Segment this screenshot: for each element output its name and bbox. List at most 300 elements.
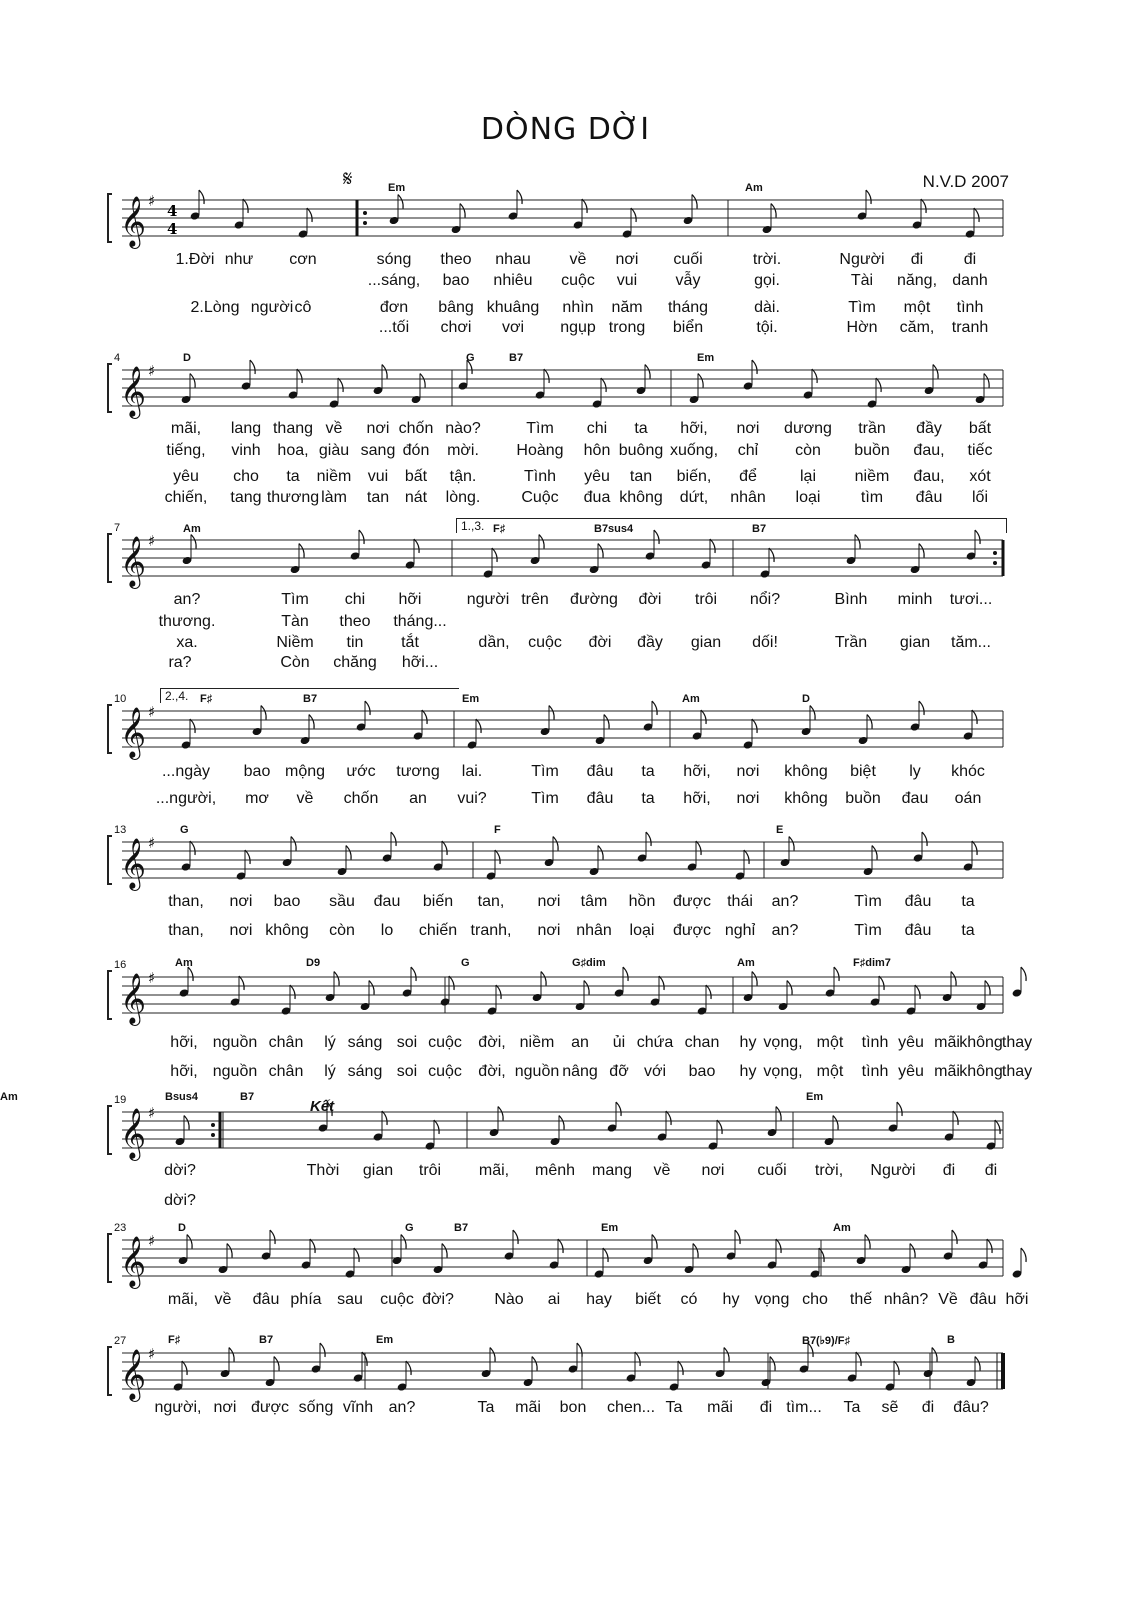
key-signature-sharp: ♯ [148,1345,156,1363]
lyric-syllable: lối [971,489,989,506]
measure-number: 13 [114,824,127,836]
note-flag [984,374,989,388]
repeat-dot [363,221,367,225]
lyric-line [0,468,1131,488]
note-flag [307,208,312,222]
lyric-syllable: thang [272,420,314,437]
note-flag [549,706,554,720]
lyric-syllable: xa. [176,634,198,651]
lyric-syllable: lai. [461,763,483,780]
note-flag [776,1239,781,1253]
lyric-syllable: cuối [757,1162,787,1179]
note-flag [553,837,558,851]
lyric-syllable: dối! [752,634,778,651]
lyric-syllable: danh [952,272,988,289]
system-bracket [108,534,112,582]
treble-clef-icon: 𝄞 [120,1108,147,1159]
lyric-syllable: chen... [606,1399,656,1416]
note-head [1012,988,1023,997]
note-head [265,1378,276,1387]
note-head [544,858,555,867]
lyric-syllable: mãi, [170,420,202,437]
note-flag [338,378,343,392]
lyric-syllable: đâu [904,893,932,910]
note-head [810,1269,821,1278]
lyric-syllable: trần [858,420,886,437]
note-head [592,399,603,408]
note-flag [987,1239,992,1253]
lyric-syllable: khuâng [486,299,540,316]
note-head [181,862,192,871]
lyric-syllable: không [959,1063,1003,1080]
note-flag [577,1343,582,1357]
lyric-syllable: nguồn [514,1063,560,1080]
lyric-syllable: lang [230,420,262,437]
lyric-syllable: đón [402,442,430,459]
note-head [966,551,977,560]
lyric-syllable: bất [968,420,992,437]
measure-number: 16 [114,959,127,971]
lyric-syllable: gian [899,634,931,651]
note-flag [401,1235,406,1249]
lyric-syllable: gọi. [754,272,780,289]
lyric-syllable: chiến [418,922,458,939]
lyric-syllable: Tìm [531,763,559,780]
lyric-syllable: bâng [438,299,474,316]
lyric-syllable: chân [268,1063,304,1080]
note-flag [184,1116,189,1130]
lyric-syllable: còn [795,442,821,459]
chord-symbol: Em [806,1091,824,1103]
note-flag [227,1244,232,1258]
note-flag [752,972,757,986]
note-head [963,731,974,740]
lyric-syllable: ...ngày [161,763,211,780]
lyric-syllable: hồn [628,893,656,910]
note-head [220,1369,231,1378]
treble-clef-icon: 𝄞 [120,838,147,889]
note-head [825,988,836,997]
note-flag [310,1239,315,1253]
note-head [888,1123,899,1132]
lyric-syllable: đâu [586,790,614,807]
lyric-line [0,489,1131,509]
chord-symbol: B7 [240,1091,255,1103]
note-head [360,1002,371,1011]
note-head [697,1006,708,1015]
lyric-syllable: đâu? [953,1399,989,1416]
lyric-syllable: nổi? [749,591,781,608]
note-head [173,1382,184,1391]
lyric-syllable: than, [168,893,204,910]
lyric-syllable: mơ [245,790,269,807]
lyric-syllable: tháng... [393,613,447,630]
lyric-syllable: gian [362,1162,394,1179]
note-head [413,731,424,740]
note-head [801,727,812,736]
note-flag [810,706,815,720]
lyric-syllable: chỉ [737,442,759,459]
note-flag [274,1357,279,1371]
key-signature-sharp: ♯ [148,1104,156,1122]
lyric-syllable: cho [802,1291,828,1308]
lyric-line [0,790,1131,810]
key-signature-sharp: ♯ [148,532,156,550]
lyric-syllable: dời? [164,1192,196,1209]
lyric-syllable: đơn [379,299,409,316]
lyric-syllable: hoa, [277,442,309,459]
note-flag [346,846,351,860]
note-flag [652,1235,657,1249]
treble-clef-icon: 𝄞 [120,196,147,247]
note-flag [598,544,603,558]
lyric-syllable: bao [442,272,470,289]
note-flag [297,369,302,383]
note-flag [919,544,924,558]
lyric-syllable: xuống, [669,442,719,459]
lyric-syllable: tiếng, [166,442,206,459]
chord-symbol: G [461,957,470,969]
lyric-syllable: soi [396,1063,418,1080]
lyric-line [0,613,1131,633]
note-head [942,993,953,1002]
note-head [863,867,874,876]
lyric-syllable: nát [404,489,428,506]
lyric-syllable: để [739,468,757,485]
note-head [190,211,201,220]
lyric-syllable: sang [360,442,396,459]
lyric-syllable: về [569,251,587,268]
lyric-syllable: an? [173,591,201,608]
note-flag [856,1352,861,1366]
note-head [241,381,252,390]
note-flag [985,981,990,995]
note-flag [894,1361,899,1375]
lyric-syllable: năm [611,299,643,316]
lyric-syllable: đâu [915,489,943,506]
lyric-line [0,1063,1131,1083]
lyric-syllable: vọng, [763,1034,803,1051]
lyric-syllable: Hờn [846,319,878,336]
lyric-syllable: vui [616,272,638,289]
note-head [311,1364,322,1373]
lyric-syllable: nhân [730,489,766,506]
lyric-syllable: một [816,1034,844,1051]
lyric-syllable: không [784,790,828,807]
note-flag [182,1361,187,1375]
repeat-dot [211,1133,215,1137]
note-flag [290,985,295,999]
time-signature-top: 4 [167,202,178,220]
note-head [575,1002,586,1011]
note-flag [532,1357,537,1371]
chord-symbol: B7 [752,523,767,535]
lyric-syllable: Thời [306,1162,340,1179]
note-head [637,853,648,862]
lyric-syllable: thái [727,893,753,910]
note-head [486,871,497,880]
chord-symbol: B7(♭9)/F♯ [802,1335,850,1347]
note-flag [492,548,497,562]
note-head [963,862,974,871]
lyric-syllable: đua [583,489,611,506]
lyric-syllable: nào? [445,420,481,437]
lyric-syllable: hỡi... [401,654,439,671]
note-flag [496,985,501,999]
lyric-syllable: đau [373,893,401,910]
note-head [532,993,543,1002]
note-flag [744,850,749,864]
note-head [643,722,654,731]
lyric-syllable: buồn [854,442,890,459]
note-head [350,551,361,560]
lyric-syllable: nơi [736,420,760,437]
note-head [645,551,656,560]
lyric-syllable: tình [956,299,984,316]
lyric-syllable: không [959,1034,1003,1051]
measure-number: 27 [114,1335,127,1347]
note-flag [701,710,706,724]
lyric-syllable: còn [329,922,355,939]
lyric-syllable: về [296,790,314,807]
lyric-syllable: ...sáng, [367,272,421,289]
lyric-syllable: tan, [477,893,505,910]
lyric-syllable: tươi... [949,591,993,608]
note-head [230,997,241,1006]
note-head [405,560,416,569]
note-head [535,390,546,399]
note-flag [910,1244,915,1258]
note-flag [659,976,664,990]
lyric-syllable: chốn [343,790,379,807]
lyric-syllable: Trần [834,634,868,651]
lyric-syllable: sau [337,1291,363,1308]
note-head [318,1123,329,1132]
lyric-syllable: không [265,922,309,939]
note-head [867,399,878,408]
note-flag [951,972,956,986]
note-flag [678,1361,683,1375]
lyric-syllable: vọng [754,1291,790,1308]
lyric-syllable: biết [635,1291,661,1308]
lyric-syllable: Ta [665,1399,683,1416]
note-head [433,862,444,871]
lyric-syllable: cuộc [428,1034,462,1051]
note-head [451,225,462,234]
lyric-syllable: biển [672,319,704,336]
lyric-syllable: với [643,1063,667,1080]
lyric-syllable: đau, [913,468,945,485]
lyric-syllable: bao [243,763,271,780]
note-head [912,220,923,229]
lyric-syllable: than, [168,922,204,939]
chord-symbol: D [183,352,191,364]
lyric-syllable: ...người, [155,790,217,807]
note-head [965,229,976,238]
measure-number: 10 [114,693,127,705]
lyric-syllable: Tìm [526,420,554,437]
lyric-syllable: được [672,893,712,910]
note-flag [559,1116,564,1130]
lyric-syllable: Tình [523,468,557,485]
note-flag [476,719,481,733]
lyric-syllable: về [653,1162,671,1179]
note-head [252,727,263,736]
note-flag [414,539,419,553]
note-head [411,395,422,404]
note-head [708,1141,719,1150]
lyric-syllable: nguồn [212,1034,258,1051]
note-head [910,565,921,574]
note-head [329,399,340,408]
lyric-syllable: cuộc [428,1063,462,1080]
note-head [944,1132,955,1141]
note-head [467,740,478,749]
lyric-syllable: loại [795,489,821,506]
lyric-line [0,1399,1131,1419]
lyric-syllable: nơi [537,893,561,910]
lyric-syllable: mãi, [167,1291,199,1308]
note-flag [865,1235,870,1249]
note-flag [354,1248,359,1262]
system-bracket [108,1347,112,1395]
lyric-syllable: tăm... [950,634,992,651]
note-head [701,560,712,569]
note-head [508,211,519,220]
note-flag [513,1230,518,1244]
lyric-syllable: tin [346,634,364,651]
note-flag [834,967,839,981]
note-head [626,1373,637,1382]
lyric-syllable: thay [1001,1063,1033,1080]
treble-clef-icon: 𝄞 [120,707,147,758]
note-flag [631,208,636,222]
note-flag [974,208,979,222]
note-head [735,871,746,880]
note-flag [539,535,544,549]
lyric-syllable: chơi [440,319,472,336]
note-flag [616,1102,621,1116]
note-head [356,722,367,731]
note-flag [309,715,314,729]
lyric-syllable: Tìm [854,922,882,939]
key-signature-sharp: ♯ [148,969,156,987]
note-flag [975,1357,980,1371]
lyric-syllable: đâu [904,922,932,939]
lyric-syllable: bon [559,1399,587,1416]
lyric-line [0,1034,1131,1054]
note-head [179,988,190,997]
lyric-syllable: ủi [612,1034,626,1051]
lyric-syllable: cuối [673,251,703,268]
lyric-syllable: mãi [934,1034,960,1051]
lyric-syllable: đi [910,251,924,268]
note-flag [490,1348,495,1362]
lyric-syllable: Niềm [276,634,314,651]
lyric-syllable: an? [771,893,799,910]
lyric-syllable: nơi [701,1162,725,1179]
key-signature-sharp: ♯ [148,192,156,210]
lyric-syllable: đi [759,1399,773,1416]
note-flag [1021,1248,1026,1262]
note-flag [190,374,195,388]
note-flag [855,535,860,549]
lyric-syllable: tranh, [470,922,512,939]
lyric-syllable: 1.Đời [175,251,215,268]
measure-number: 19 [114,1094,127,1106]
key-signature-sharp: ♯ [148,362,156,380]
note-head [489,1128,500,1137]
lyric-syllable: người, [154,1399,202,1416]
lyric-syllable: căm, [899,319,935,336]
note-flag [190,841,195,855]
lyric-line [0,420,1131,440]
note-flag [420,374,425,388]
lyric-syllable: nâng [562,1063,598,1080]
lyric-syllable: vinh [231,442,261,459]
note-flag [876,378,881,392]
lyric-syllable: ngụp [560,319,596,336]
lyric-syllable: hy [739,1063,757,1080]
lyric-syllable: dứt, [679,489,709,506]
lyric-syllable: loại [629,922,655,939]
note-head [382,853,393,862]
note-head [924,386,935,395]
note-head [614,988,625,997]
lyric-syllable: yêu [898,1034,924,1051]
lyric-syllable: về [214,1291,232,1308]
lyric-syllable: làm [321,489,347,506]
lyric-syllable: Người [870,1162,916,1179]
note-head [856,1256,867,1265]
treble-clef-icon: 𝄞 [120,1236,147,1287]
note-flag [897,1102,902,1116]
lyric-syllable: bao [688,1063,716,1080]
lyric-syllable: tương [396,763,440,780]
lyric-syllable: đâu [586,763,614,780]
lyric-syllable: Hoàng [516,442,564,459]
lyric-syllable: hỡi, [683,763,711,780]
note-head [799,1364,810,1373]
note-head [906,1006,917,1015]
note-flag [398,195,403,209]
lyric-syllable: tận. [449,468,477,485]
lyric-syllable: đỡ [609,1063,629,1080]
chord-symbol: Am [682,693,700,705]
chord-symbol: B7 [259,1334,274,1346]
note-flag [866,190,871,204]
note-flag [422,710,427,724]
note-flag [598,846,603,860]
lyric-syllable: Nào [494,1291,524,1308]
note-flag [1021,967,1026,981]
measure-number: 23 [114,1222,127,1234]
lyric-syllable: năng, [896,272,938,289]
lyric-syllable: Người [839,251,885,268]
lyric-syllable: 2.Lòng [190,299,240,316]
note-head [175,1137,186,1146]
note-head [1012,1269,1023,1278]
lyric-syllable: đời? [422,1291,454,1308]
note-flag [190,719,195,733]
lyric-syllable: mãi [707,1399,733,1416]
lyric-syllable: bất [404,468,428,485]
note-flag [369,981,374,995]
chord-symbol: Em [697,352,715,364]
chord-symbol: D [802,693,810,705]
note-head [692,731,703,740]
note-flag [922,832,927,846]
